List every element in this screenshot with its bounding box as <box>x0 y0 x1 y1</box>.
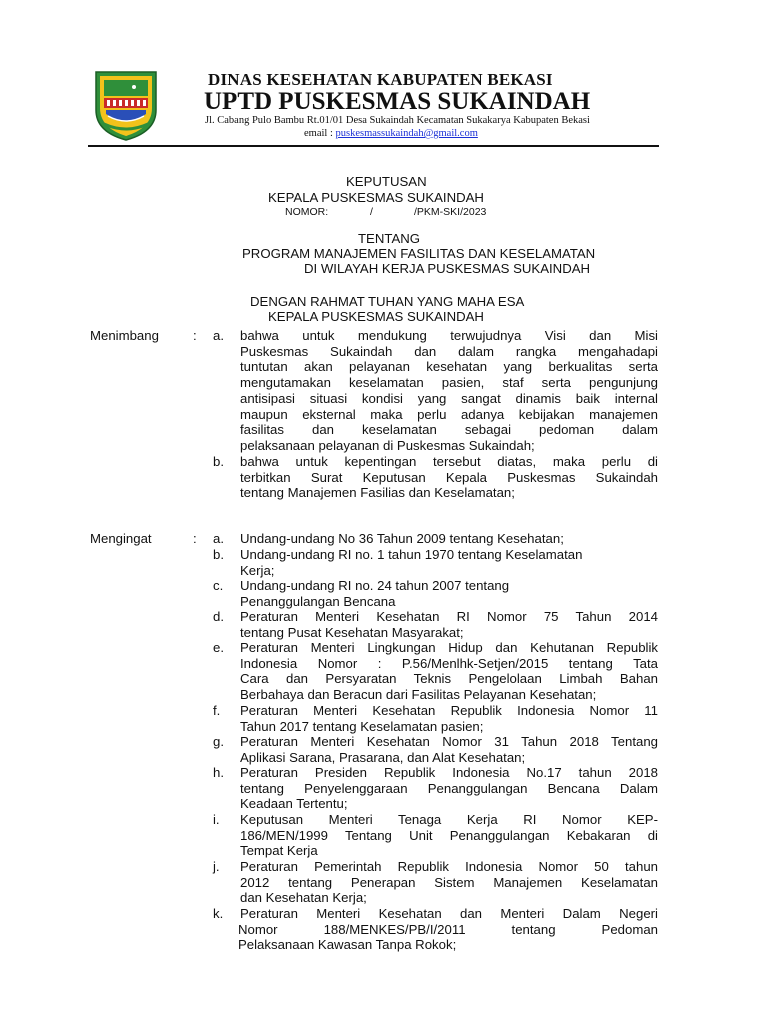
decree-title: KEPUTUSAN <box>346 174 427 189</box>
section-label-menimbang: Menimbang <box>90 328 159 343</box>
clause-line: tuntutan akan pelayanan kesehatan yang berkualitas serta <box>240 359 658 375</box>
clause-line: tentang Manajemen Fasilias dan Keselamatan; <box>240 485 515 501</box>
clause-text <box>240 703 658 734</box>
clause-marker: a. <box>213 328 224 343</box>
email-line <box>304 128 478 139</box>
email-label: email : <box>304 128 336 139</box>
section-colon: : <box>193 328 197 343</box>
clause-marker: h. <box>213 765 224 780</box>
clause-text <box>240 812 658 859</box>
clause-line: Undang-undang RI no. 1 tahun 1970 tentang Keselamatan <box>240 547 583 562</box>
clause-line: Peraturan Menteri Kesehatan Republik Indonesia Nomor 11 <box>240 703 658 718</box>
decree-issuer: KEPALA PUSKESMAS SUKAINDAH <box>268 190 484 205</box>
clause-text <box>240 531 658 547</box>
clause-line: Berbahaya dan Beracun dari Fasilitas Pelayanan Kesehatan; <box>240 687 597 703</box>
clause-line: tentang Pusat Kesehatan Masyarakat; <box>240 624 464 640</box>
clause-line: Peraturan Presiden Republik Indonesia No.17 tahun 2018 <box>240 765 658 780</box>
clause-line: mengutamakan keselamatan pasien, staf serta pengunjung <box>240 375 658 391</box>
clause-marker: b. <box>213 454 224 469</box>
clause-line: Undang-undang RI no. 24 tahun 2007 tentang <box>240 578 510 593</box>
clause-line: 2012 tentang Penerapan Sistem Manajemen Keselamatan <box>240 874 658 890</box>
clause-line: maupun eksternal maka perlu adanya kebijakan manajemen <box>240 406 658 422</box>
about-heading: TENTANG <box>358 231 421 246</box>
clause-line: Keadaan Tertentu; <box>240 796 348 812</box>
agency-name: DINAS KESEHATAN KABUPATEN BEKASI <box>208 70 553 89</box>
letterhead-rule <box>88 145 659 147</box>
clause-line: Tahun 2017 tentang Keselamatan pasien; <box>240 718 484 734</box>
clause-marker: e. <box>213 640 224 655</box>
email-link[interactable]: puskesmassukaindah@gmail.com <box>335 128 478 139</box>
number-label: NOMOR: <box>285 206 329 218</box>
clause-line: bahwa untuk mendukung terwujudnya Visi dan Misi <box>240 328 658 343</box>
clause-text <box>240 906 658 953</box>
clause-line: bahwa untuk kepentingan tersebut diatas, maka perlu di <box>240 454 658 469</box>
clause-text <box>240 328 658 454</box>
clause-line: antisipasi situasi kondisi yang sangat dinamis baik internal <box>240 390 658 406</box>
clause-line: Peraturan Menteri Kesehatan RI Nomor 75 Tahun 2014 <box>240 609 658 624</box>
number-suffix: /PKM-SKI/2023 <box>414 206 487 218</box>
clause-marker: k. <box>213 906 224 921</box>
section-colon: : <box>193 531 197 546</box>
subject-line-2: DI WILAYAH KERJA PUSKESMAS SUKAINDAH <box>304 261 591 276</box>
clause-marker: a. <box>213 531 224 546</box>
clause-marker: c. <box>213 578 224 593</box>
clause-line: Nomor 188/MENKES/PB/I/2011 tentang Pedoman <box>238 921 658 937</box>
clause-marker: f. <box>213 703 221 718</box>
clause-line: Peraturan Menteri Kesehatan dan Menteri Dalam Negeri <box>240 906 658 921</box>
clause-line: Peraturan Menteri Kesehatan Nomor 31 Tahun 2018 Tentang <box>240 734 658 749</box>
clause-line: fasilitas dan keselamatan sebagai pedoman dalam <box>240 422 658 438</box>
clause-line: Tempat Kerja <box>240 843 318 859</box>
subject-line-1: PROGRAM MANAJEMEN FASILITAS DAN KESELAMATAN <box>242 246 596 261</box>
clause-line: Peraturan Pemerintah Republik Indonesia Nomor 50 tahun <box>240 859 658 874</box>
clause-marker: i. <box>213 812 220 827</box>
number-separator: / <box>370 206 373 218</box>
clause-text <box>240 765 658 812</box>
clause-text <box>240 640 658 703</box>
clause-marker: b. <box>213 547 224 562</box>
clause-line: Kerja; <box>240 562 275 578</box>
grace-line-2: KEPALA PUSKESMAS SUKAINDAH <box>268 309 484 324</box>
clause-line: Pelaksanaan Kawasan Tanpa Rokok; <box>238 937 457 953</box>
clause-line: dan Kesehatan Kerja; <box>240 890 367 906</box>
section-label-mengingat: Mengingat <box>90 531 152 546</box>
clause-marker: d. <box>213 609 224 624</box>
clause-text <box>240 859 658 906</box>
bekasi-regency-emblem-icon <box>94 70 158 142</box>
clause-marker: g. <box>213 734 224 749</box>
clause-text <box>240 578 658 609</box>
clause-text <box>240 547 658 578</box>
grace-line-1: DENGAN RAHMAT TUHAN YANG MAHA ESA <box>250 294 525 309</box>
clause-line: Cara dan Persyaratan Teknis Pengelolaan Limbah Bahan <box>240 671 658 687</box>
clause-line: Peraturan Menteri Lingkungan Hidup dan Kehutanan Republik <box>240 640 658 655</box>
clause-line: Indonesia Nomor : P.56/Menlhk-Setjen/2015 tentang Tata <box>240 655 658 671</box>
clause-line: 186/MEN/1999 Tentang Unit Penanggulangan Kebakaran di <box>240 827 658 843</box>
clause-text <box>240 609 658 640</box>
clause-line: Penanggulangan Bencana <box>240 593 396 609</box>
clause-text <box>240 734 658 765</box>
clause-line: terbitkan Surat Keputusan Kepala Puskesmas Sukaindah <box>240 469 658 485</box>
clause-marker: j. <box>213 859 220 874</box>
unit-name: UPTD PUSKESMAS SUKAINDAH <box>204 88 591 115</box>
clause-line: Undang-undang No 36 Tahun 2009 tentang Kesehatan; <box>240 531 564 546</box>
clause-line: Keputusan Menteri Tenaga Kerja RI Nomor KEP- <box>240 812 658 827</box>
clause-line: Puskesmas Sukaindah dan dalam rangka mengahadapi <box>240 343 658 359</box>
clause-text <box>240 454 658 501</box>
clause-line: tentang Penyelenggaraan Penanggulangan Bencana Dalam <box>240 780 658 796</box>
clause-line: pelaksanaan pelayanan di Puskesmas Sukaindah; <box>240 437 535 453</box>
address: Jl. Cabang Pulo Bambu Rt.01/01 Desa Sukaindah Kecamatan Sukakarya Kabupaten Bekasi <box>205 115 590 126</box>
clause-line: Aplikasi Sarana, Prasarana, dan Alat Kesehatan; <box>240 749 526 765</box>
